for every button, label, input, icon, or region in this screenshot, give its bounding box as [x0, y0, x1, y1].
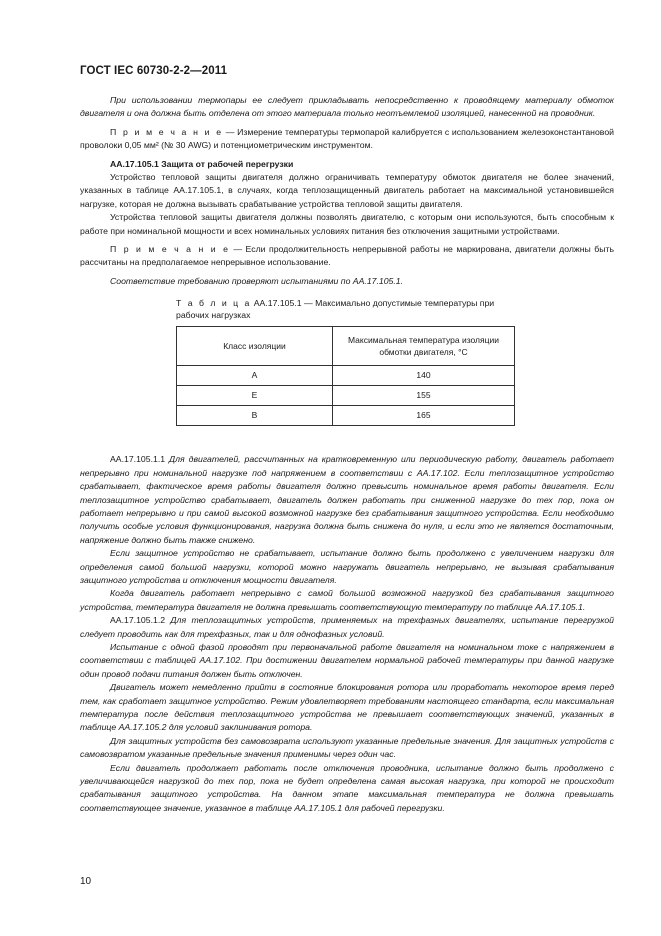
page-number: 10 [80, 876, 92, 887]
note-continuous-operation [80, 243, 614, 270]
table-row [177, 406, 515, 426]
temperature-cell: 155 [333, 386, 515, 406]
paragraph-compliance: Соответствие требованию проверяют испытаниями по АА.17.105.1. [110, 275, 404, 286]
table-row [177, 386, 515, 406]
table-caption [176, 297, 516, 321]
paragraph-continued-operation: Если двигатель продолжает работать после отключения проводника, испытание должно быть продолжено с увеличивающейся нагрузкой до тех пор, пока не будет определена самая высокая нагрузка, при которой не происходит срабатывания защитного устройства. На данном этапе максимальная температура не должна превышать соответствующее значение, указанное в таблице АА.17.105.1 для рабочей перегрузки. [80, 762, 614, 813]
page-body [80, 94, 614, 815]
paragraph-thermocouple: При использовании термопары ее следует прикладывать непосредственно к проводящему материалу обмоток двигателя и она должна быть отделена от этого материала только неотъемлемой изоляцией, нанесенной на проводник. [80, 95, 614, 119]
paragraph-locked-rotor: Двигатель может немедленно прийти в состояние блокирования ротора или проработать некоторое время перед тем, как сработает защитное устройство. Режим удовлетворяет требованиям настоящего стандарта, если максимальная температура после действия теплозащитного устройства не превышает соответствующих значений, указанных в таблице АА.17.105.2 для условий заклинивания ротора. [80, 682, 614, 733]
table-caption-text: АА.17.105.1 — Максимально допустимые температуры при рабочих нагрузках [176, 298, 495, 321]
paragraph-reset-devices: Для защитных устройств без самовозврата используют указанные предельные значения. Для защитных устройств с самовозвратом указанные предельные значения применимы через один час. [80, 735, 614, 760]
table-header-row [177, 327, 515, 366]
paragraph-single-phase-test: Испытание с одной фазой проводят при первоначальной работе двигателя на номинальном токе с напряжением в соответствии с таблицей АА.17.102. При достижении двигателем нормальной рабочей температуры при данной нагрузке один провод подачи питания должен быть отключен. [80, 641, 614, 679]
paragraph-protection-operation: Устройства тепловой защиты двигателя должны позволять двигателю, с которым они используются, быть способным к работе при номинальной мощности и всех номинальных условиях питания без отключения защитными устройствами. [80, 212, 614, 236]
note-text: — Измерение температуры термопарой калибруется с использованием железоконстантановой проволоки 0,05 мм² (№ 30 AWG) и потенциометрическим инструментом. [80, 126, 615, 151]
clause-text: Для двигателей, рассчитанных на кратковременную или периодическую работу, двигатель работает непрерывно при номинальной нагрузке под напряжением в соответствии с АА.17.102. Если теплозащитное устройство срабатывает, фактическое время работы двигателя должно превысить номинальное время работы двигателя. Если теплозащитное устройство срабатывает, двигатель должен работать при сниженной нагрузке до тех пор, пока он работает непрерывно и при самой высокой возможной нагрузке без срабатывания защитного устройства. Если необходимо получить особые условия функционирования, нагрузка должна быть снижена до нуля, и если это не является достаточным, напряжение должно быть также снижено. [80, 454, 614, 545]
paragraph-protection-limit: Устройство тепловой защиты двигателя должно ограничивать температуру обмоток двигателя не более значений, указанных в таблице АА.17.105.1, в случаях, когда теплозащищенный двигатель работает на максимальной установившейся нагрузке, которая не должна вызывать срабатывание устройства тепловой защиты двигателя. [80, 172, 614, 209]
document-header: ГОСТ IEC 60730-2-2—2011 [80, 65, 228, 77]
insulation-class-cell: E [177, 386, 333, 406]
temperature-limits-table [176, 326, 515, 426]
note-calibration [80, 126, 614, 153]
paragraph-aa-17-105-1-1 [80, 453, 614, 547]
table-row [177, 366, 515, 386]
clause-number: АА.17.105.1.2 [110, 615, 166, 626]
insulation-class-cell: B [177, 406, 333, 426]
clause-text: Для теплозащитных устройств, применяемых на трехфазных двигателях, испытание перегрузкой следует проводить как для трехфазных, так и для однофазных условий. [80, 615, 614, 639]
note-label: П р и м е ч а н и е [110, 126, 224, 137]
paragraph-max-load: Когда двигатель работает непрерывно с самой большой возможной нагрузкой без срабатывания защитного устройства, температура двигателя не должна превышать соответствующую температуру по таблице АА.17.105.1. [80, 588, 614, 612]
temperature-cell: 140 [333, 366, 515, 386]
column-header-max-temperature: Максимальная температура изоляции обмотки двигателя, °С [333, 327, 515, 366]
paragraph-no-trip: Если защитное устройство не срабатывает, испытание должно быть продолжено с увеличением нагрузки для определения самой большой нагрузки, которой можно нагружать двигатель непрерывно, не вызывая срабатывания защитного устройства и отключения мощности двигателя. [80, 548, 614, 585]
note-text: — Если продолжительность непрерывной работы не маркирована, двигатели должны быть рассчитаны на предполагаемое непрерывное использование. [80, 244, 614, 268]
table-caption-label: Т а б л и ц а [176, 298, 252, 309]
clause-number: АА.17.105.1.1 [110, 454, 166, 465]
note-label: П р и м е ч а н и е [110, 244, 230, 255]
temperature-cell: 165 [333, 406, 515, 426]
column-header-insulation-class: Класс изоляции [177, 327, 333, 366]
section-title: АА.17.105.1 Защита от рабочей перегрузки [110, 158, 294, 169]
paragraph-aa-17-105-1-2 [80, 614, 614, 641]
insulation-class-cell: A [177, 366, 333, 386]
